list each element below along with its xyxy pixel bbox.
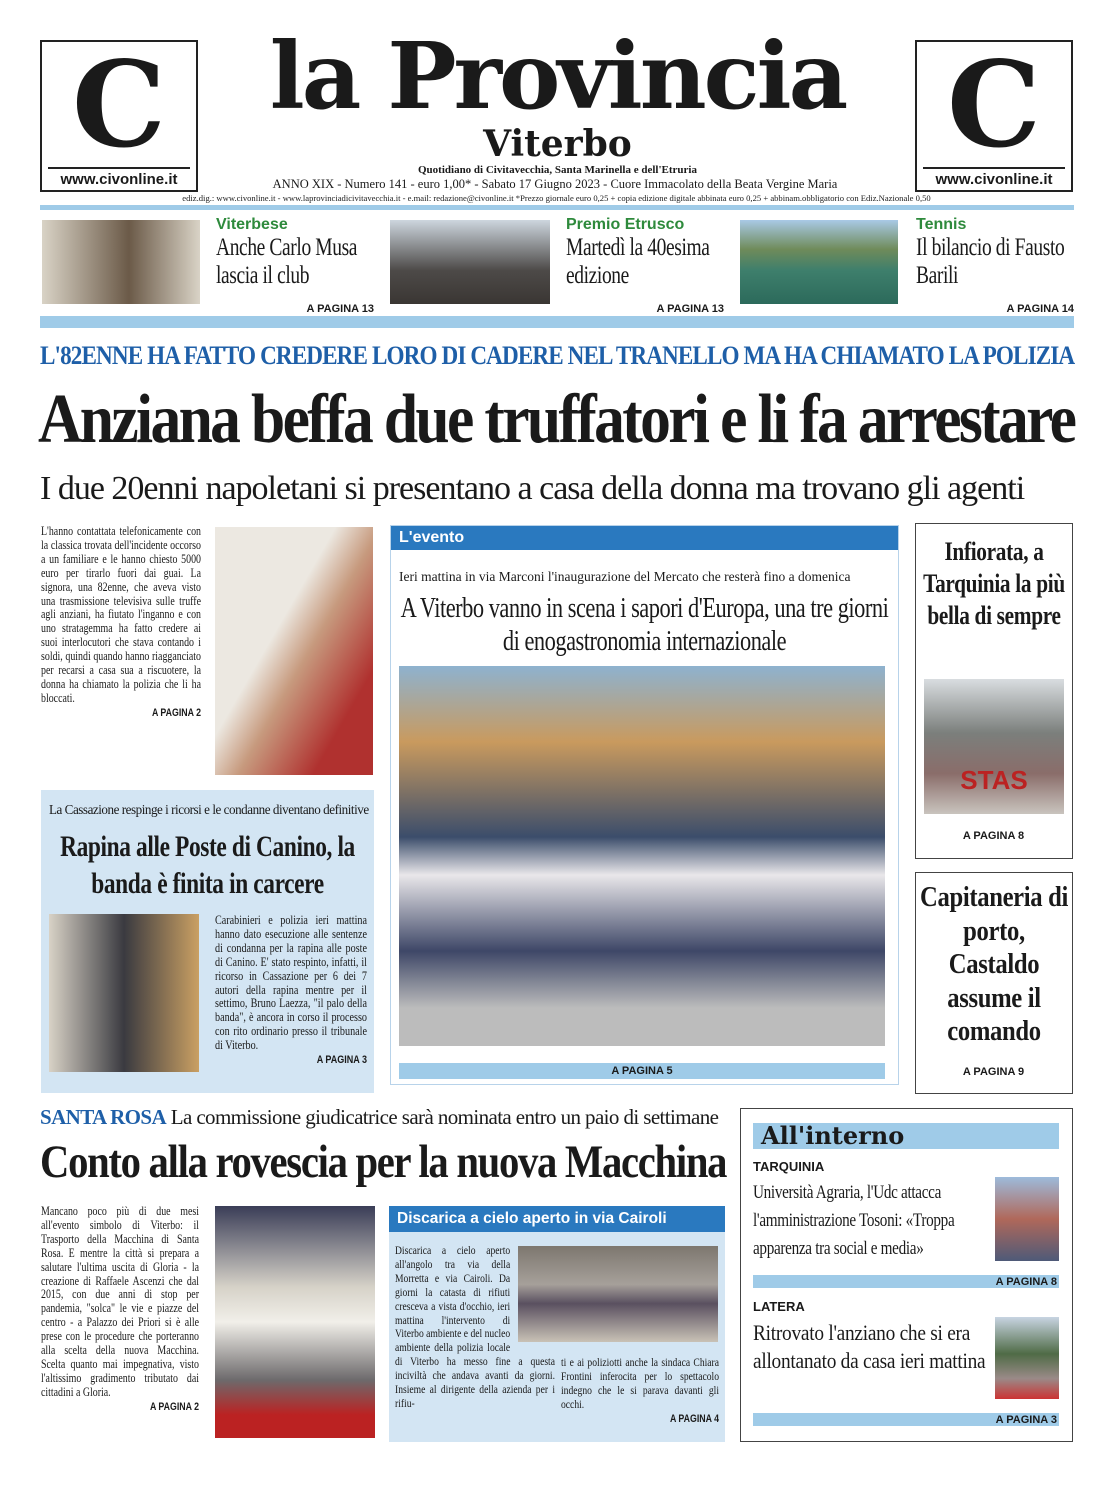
issue-line: ANNO XIX - Numero 141 - euro 1,00* - Sabato 17 Giugno 2023 - Cuore Immacolato della Beata Vergine Maria: [272, 177, 838, 191]
lead-headline-wrap: [38, 380, 1074, 460]
santarosa-text: [41, 1205, 199, 1414]
rapina-body: Carabinieri e polizia ieri mattina hanno dato esecuzione alle sentenze di condanna per la rapina alle poste di Canino. E' stato respinto, infatti, il ricorso in Cassazione per 6 dei 7 autori della rapina mentre per il settimo, Bruno Laezza, "il palo della banda", è ancora in corso il processo con rito ordinario presso il tribunale di Viterbo.: [215, 913, 367, 1053]
teaser-kicker: Tennis: [916, 216, 967, 233]
lead-headline[interactable]: Anziana beffa due truffatori e li fa arrestare: [38, 381, 1075, 458]
event-headline[interactable]: A Viterbo vanno in scena i sapori d'Europa, una tre giorni di enogastronomia internazionale: [400, 593, 889, 657]
page-ref: A PAGINA 5: [611, 1065, 673, 1077]
teaser-kicker: Premio Etrusco: [566, 216, 685, 233]
santarosa-kicker-line: [40, 1104, 730, 1130]
page-ref: A PAGINA 3: [995, 1414, 1057, 1426]
capitaneria-headline[interactable]: Capitaneria di porto, Castaldo assume il comando: [920, 881, 1068, 1047]
lead-text: [41, 525, 201, 720]
rapina-kicker: La Cassazione respinge i ricorsi e le condanne diventano definitive: [49, 803, 369, 818]
discarica-photo[interactable]: [518, 1246, 718, 1342]
rapina-kicker-wrap: [49, 802, 369, 820]
infiorata-photo[interactable]: [924, 679, 1064, 814]
interno-place: LATERA: [753, 1299, 805, 1314]
capitaneria-box: [915, 872, 1073, 1094]
interno-photo[interactable]: [995, 1317, 1059, 1399]
site-url[interactable]: www.civonline.it: [48, 167, 190, 188]
interno-photo[interactable]: [995, 1177, 1059, 1261]
page-ref: A PAGINA 2: [149, 1400, 199, 1413]
interno-place: TARQUINIA: [753, 1159, 825, 1174]
page-ref: A PAGINA 13: [306, 303, 374, 315]
event-photo[interactable]: [399, 666, 885, 1046]
teaser-title[interactable]: Martedì la 40esima edizione: [566, 234, 710, 289]
page-ref: A PAGINA 8: [995, 1276, 1057, 1288]
lead-kicker: L'82ENNE HA FATTO CREDERE LORO DI CADERE NEL TRANELLO MA HA CHIAMATO LA POLIZIA: [40, 341, 1075, 370]
fine-print: ediz.dig.: www.civonline.it - www.laprovinciadicivitavecchia.it - e.mail: redazione@civonline.it *Prezzo giornale euro 0,25 + copia edizione digitale abbinata euro 0,25 + abbinam.obbligatorio con Ediz.Nazionale 0,50: [182, 193, 931, 203]
page-ref: A PAGINA 9: [962, 1066, 1025, 1078]
page-ref: A PAGINA 14: [1006, 303, 1074, 315]
event-kicker: Ieri mattina in via Marconi l'inaugurazione del Mercato che resterà fino a domenica: [399, 569, 851, 584]
teaser-photo[interactable]: [42, 220, 200, 304]
santarosa-photo[interactable]: [215, 1206, 375, 1438]
logo-letter: C: [947, 35, 1041, 174]
rapina-photo[interactable]: [49, 914, 199, 1072]
teaser-photo[interactable]: [390, 220, 550, 304]
masthead-subtitle: Quotidiano di Civitavecchia, Santa Marinella e dell'Etruria: [418, 164, 697, 176]
interno-headline[interactable]: Università Agraria, l'Udc attacca l'amministrazione Tosoni: «Troppa apparenza tra social e media»: [753, 1182, 955, 1259]
rapina-box: [41, 790, 374, 1093]
lead-subhead-wrap: [40, 468, 1074, 510]
page-ref: A PAGINA 13: [656, 303, 724, 315]
photo-caption: STAS: [960, 765, 1028, 795]
lead-kicker-wrap: [40, 340, 1074, 372]
page-ref: A PAGINA 2: [151, 706, 201, 719]
logo-box-right: [915, 35, 1073, 192]
infiorata-headline[interactable]: Infiorata, a Tarquinia la più bella di sempre: [923, 537, 1065, 630]
teaser-title[interactable]: Anche Carlo Musa lascia il club: [216, 234, 358, 289]
edition-name: Viterbo: [483, 123, 632, 165]
lead-subhead: I due 20enni napoletani si presentano a casa della donna ma trovano gli agenti: [40, 470, 1025, 507]
site-url[interactable]: www.civonline.it: [923, 167, 1065, 188]
santarosa-body: Mancano poco più di due mesi all'evento simbolo di Viterbo: il Trasporto della Macchina di Santa Rosa. E mentre la città si prepara a salutare l'ultima uscita di Gloria - la creazione di Raffaele Ascenzi che dal 2015, con due anni di stop per pandemia, "solca" le vie e piazze del centro - a Palazzo dei Priori si è alle prese con le procedure che porteranno alla scelta della nuova Macchina. Scelta quanto mai impegnativa, visto l'altissimo gradimento tributato dai cittadini a Gloria.: [41, 1204, 199, 1399]
discarica-box: [389, 1206, 725, 1442]
event-kicker-wrap: [399, 568, 894, 585]
discarica-body-1: Discarica a cielo aperto all'angolo tra via della Morretta e via Cairoli. Da giorni la catasta di rifiuti cresceva a vista d'occhio, ieri mattina l'intervento di Viterbo ambiente e del nucleo ambiente della polizia locale di Viterbo ha messo fine a questa inciviltà che andava avanti da giorni. Insieme al dirigente della azienda per i rifiu-: [395, 1243, 555, 1410]
newspaper-title: la Provincia: [269, 22, 846, 130]
interno-title: All'interno: [761, 1121, 905, 1150]
interno-box: [740, 1108, 1073, 1442]
logo-box-left: [40, 35, 198, 192]
issue-line-wrap: [205, 177, 905, 192]
page-ref: A PAGINA 3: [316, 1054, 367, 1067]
divider: [40, 205, 1074, 210]
logo-letter: C: [72, 35, 166, 174]
teaser-title[interactable]: Il bilancio di Fausto Barili: [916, 234, 1065, 289]
newspaper-title-wrap: [240, 22, 875, 130]
discarica-title[interactable]: Discarica a cielo aperto in via Cairoli: [389, 1206, 725, 1232]
teaser-photo[interactable]: [740, 220, 898, 304]
event-box: [390, 525, 899, 1085]
interno-headline[interactable]: Ritrovato l'anziano che si era allontanato da casa ieri mattina: [753, 1320, 986, 1373]
lead-photo[interactable]: [215, 527, 373, 775]
teaser-strip: [40, 218, 1074, 318]
rapina-headline[interactable]: Rapina alle Poste di Canino, la banda è finita in carcere: [60, 830, 355, 900]
fine-print-wrap: [40, 193, 1073, 204]
page-ref: A PAGINA 4: [669, 1412, 719, 1425]
discarica-text-2: [561, 1356, 719, 1426]
santarosa-headline[interactable]: Conto alla rovescia per la nuova Macchina: [40, 1136, 727, 1188]
page-ref: A PAGINA 8: [962, 830, 1025, 842]
santarosa-kicker-inner: [40, 1104, 718, 1130]
santarosa-kicker: SANTA ROSA: [40, 1105, 167, 1129]
rapina-text: [215, 914, 367, 1067]
santarosa-kicker-rest: La commissione giudicatrice sarà nominata entro un paio di settimane: [170, 1105, 719, 1129]
teaser-kicker: Viterbese: [216, 216, 288, 233]
discarica-body-2: ti e ai poliziotti anche la sindaca Chiara Frontini inferocita per lo spettacolo indegno che le si parava davanti gli occhi.: [561, 1355, 719, 1411]
santarosa-headline-wrap: [40, 1134, 726, 1190]
divider: [40, 316, 1074, 328]
infiorata-box: [915, 523, 1073, 859]
event-label: L'evento: [391, 526, 898, 550]
lead-body: L'hanno contattata telefonicamente con la classica trovata dell'incidente occorso a un familiare e le hanno chiesto 5000 euro per tirarlo fuori dai guai. La signora, una 82enne, che aveva visto una trasmissione televisiva sulle truffe agli anziani, ha fiutato l'inganno e con uno stratagemma ha fatto credere ai suoi interlocutori che stava contando i soldi, quindi quando hanno riagganciato per recarsi a casa sua a riscuotere, la donna ha chiamato la polizia che li ha bloccati.: [41, 524, 201, 705]
